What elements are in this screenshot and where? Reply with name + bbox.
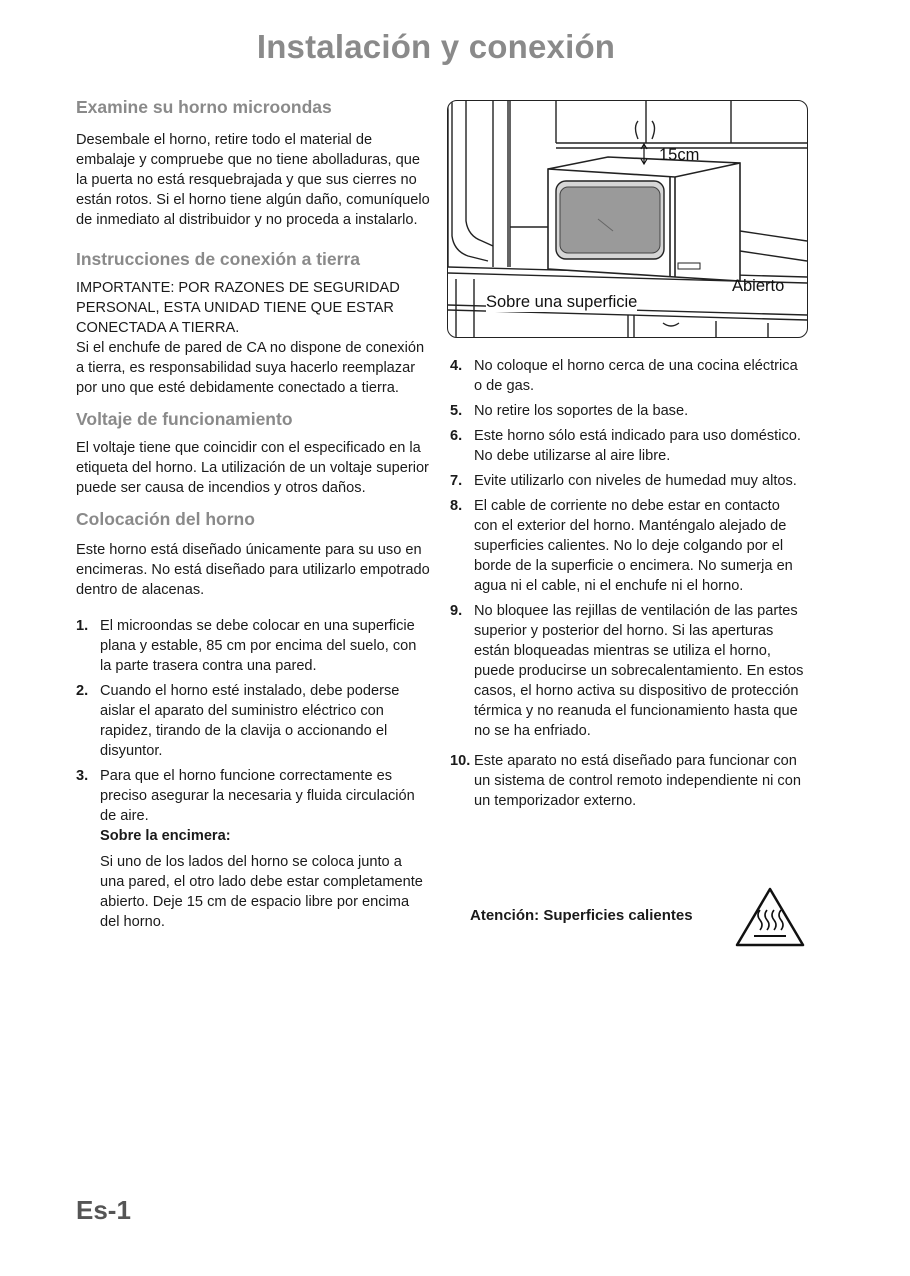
right-column xyxy=(450,356,806,816)
list-item xyxy=(450,751,806,811)
section-body: Desembale el horno, retire todo el material de embalaje y compruebe que no tiene abolladuras, que la puerta no está resquebrajada y que sus cierres no están rotos. Si el horno tiene algún daño, comuníquelo de inmediato al distribuidor y no proceda a instalarlo. xyxy=(76,132,430,228)
list-item xyxy=(450,401,806,421)
section-body: El voltaje tiene que coincidir con el especificado en la etiqueta del horno. La utilización de un voltaje superior puede ser causa de incendios y otros daños. xyxy=(76,440,429,496)
list-item xyxy=(76,616,430,676)
list-item xyxy=(76,766,430,932)
item-number: 9. xyxy=(450,603,463,619)
right-numbered-list xyxy=(450,356,806,811)
page-number: Es-1 xyxy=(76,1195,131,1225)
clearance-label: 15cm xyxy=(659,146,700,164)
item-text: Evite utilizarlo con niveles de humedad muy altos. xyxy=(474,473,797,489)
item-number: 2. xyxy=(76,683,89,699)
item-number: 8. xyxy=(450,498,463,514)
item-number: 3. xyxy=(76,768,89,784)
hot-surface-icon xyxy=(734,886,806,948)
section-heading: Examine su horno microondas xyxy=(76,97,332,117)
section-body: Este horno está diseñado únicamente para su uso en encimeras. No está diseñado para utilizarlo empotrado dentro de alacenas. xyxy=(76,542,430,598)
section-placement xyxy=(76,508,430,600)
installation-figure xyxy=(447,100,808,338)
list-item xyxy=(76,681,430,761)
left-column xyxy=(76,96,430,937)
section-warning-text: IMPORTANTE: POR RAZONES DE SEGURIDAD PERSONAL, ESTA UNIDAD TIENE QUE ESTAR CONECTADA A TIERRA. xyxy=(76,280,400,336)
item-text: No retire los soportes de la base. xyxy=(474,403,689,419)
section-heading: Instrucciones de conexión a tierra xyxy=(76,249,360,269)
section-heading: Voltaje de funcionamiento xyxy=(76,409,293,429)
item-number: 6. xyxy=(450,428,463,444)
section-voltage xyxy=(76,408,430,498)
item-text: Este horno sólo está indicado para uso doméstico. No debe utilizarse al aire libre. xyxy=(474,428,801,464)
item-number: 7. xyxy=(450,473,463,489)
item-text: El cable de corriente no debe estar en contacto con el exterior del horno. Manténgalo alejado de superficies calientes. No lo deje colgando por el borde de la superficie o encimera. No sumerja en agua ni el cable, ni el enchufe ni el horno. xyxy=(474,498,793,594)
surface-label: Sobre una superficie xyxy=(486,293,638,311)
left-numbered-list xyxy=(76,616,430,932)
item-number: 5. xyxy=(450,403,463,419)
item-text: Para que el horno funcione correctamente es preciso asegurar la necesaria y fluida circulación de aire. xyxy=(100,768,415,824)
item-text: No coloque el horno cerca de una cocina eléctrica o de gas. xyxy=(474,358,798,394)
list-item xyxy=(450,356,806,396)
section-grounding xyxy=(76,248,430,398)
warning-text: Atención: Superficies calientes xyxy=(470,907,693,924)
item-number: 4. xyxy=(450,358,463,374)
list-item xyxy=(450,471,806,491)
list-item xyxy=(450,496,806,596)
item-subtext: Si uno de los lados del horno se coloca junto a una pared, el otro lado debe estar completamente abierto. Deje 15 cm de espacio libre por encima del horno. xyxy=(100,854,423,930)
item-text: Este aparato no está diseñado para funcionar con un sistema de control remoto independiente ni con un temporizador externo. xyxy=(474,753,801,809)
item-subheading: Sobre la encimera: xyxy=(100,828,231,844)
item-number: 1. xyxy=(76,618,89,634)
list-item xyxy=(450,426,806,466)
item-text: El microondas se debe colocar en una superficie plana y estable, 85 cm por encima del suelo, con la parte trasera contra una pared. xyxy=(100,618,417,674)
item-number: 10. xyxy=(450,753,471,769)
section-body: Si el enchufe de pared de CA no dispone de conexión a tierra, es responsabilidad suya hacerlo reemplazar por uno que esté debidamente conectado a tierra. xyxy=(76,340,425,396)
open-side-label: Abierto xyxy=(732,277,785,295)
hot-surface-warning xyxy=(470,884,810,950)
section-examine xyxy=(76,96,430,230)
page-title: Instalación y conexión xyxy=(256,28,616,65)
item-text: Cuando el horno esté instalado, debe poderse aislar el aparato del suministro eléctrico con rapidez, tirando de la clavija o accionando el disyuntor. xyxy=(100,683,400,759)
item-text: No bloquee las rejillas de ventilación de las partes superior y posterior del horno. Si las aperturas están bloqueadas mientras se utiliza el horno, puede producirse un sobrecalentamiento. En estos casos, el horno activa su dispositivo de protección térmica y no reanuda el funcionamiento hasta que no se ha enfriado. xyxy=(474,603,804,739)
section-heading: Colocación del horno xyxy=(76,509,255,529)
list-item xyxy=(450,601,806,741)
